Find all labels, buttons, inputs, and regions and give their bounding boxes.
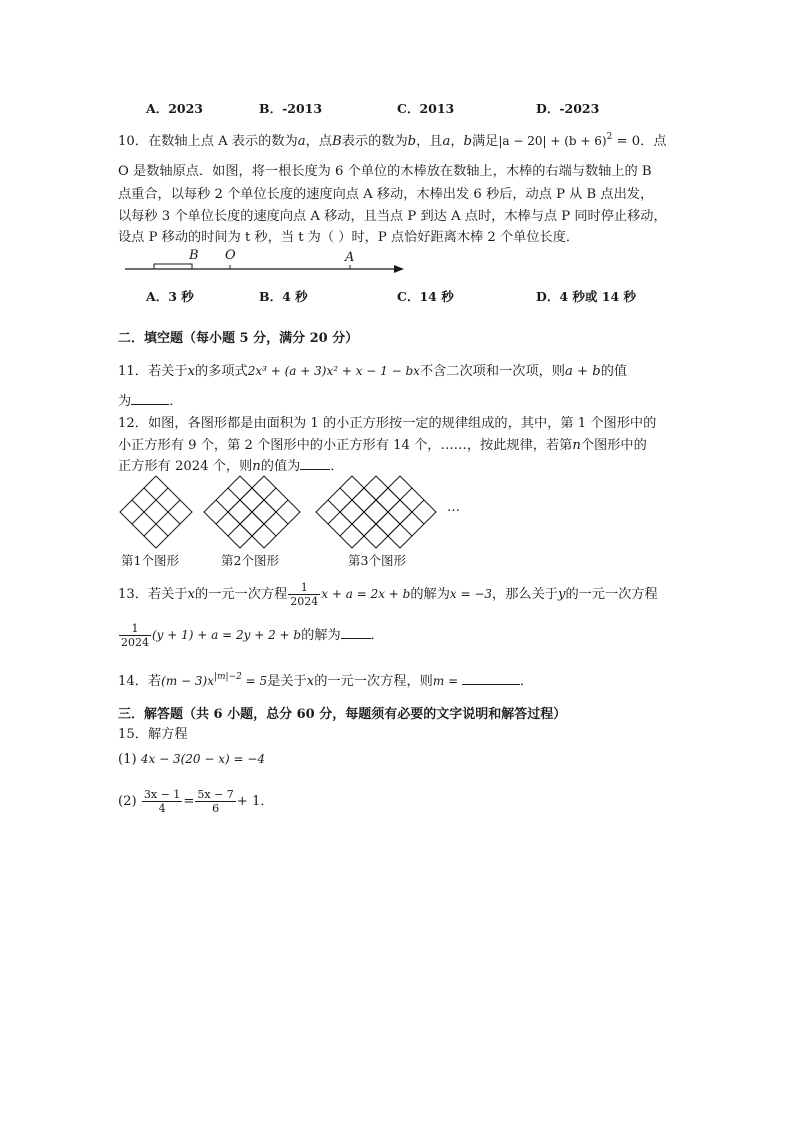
q10-option-c: C．14 秒 [397,289,454,304]
q15-tail: + 1． [236,794,274,809]
q11-line-1: 11．若关于x的多项式2x³ + (a + 3)x² + x − 1 − bx不含二次项和一次项，则a + b的值 [118,364,628,379]
q10-text: = 0．点 [612,134,667,149]
q11-text: 不含二次项和一次项，则 [419,364,565,379]
wooden-stick [154,264,192,269]
q13-answer-blank[interactable] [341,638,371,639]
q12-answer-blank[interactable] [300,469,330,470]
q13-text: 的一元一次方程 [194,587,288,602]
q10-option-a: A．3 秒 [146,289,194,304]
q10-line-2: O 是数轴原点．如图，将一根长度为 6 个单位的木棒放在数轴上，木棒的右端与数轴上的 B [118,164,652,179]
q12-text: 的值为 [260,459,301,474]
q13-equation-1: x + a = 2x + b [321,587,411,601]
q13-text: 的解为 [410,587,450,602]
number-line-figure [120,246,410,278]
q15-equation-1: 4x − 3(20 − x) = −4 [140,752,266,766]
q12-line-3: 正方形有 2024 个，则n的值为 ． [118,459,344,474]
fraction-denominator: 2024 [290,595,319,608]
q13-fraction-1 [288,581,320,608]
q9-option-c: C．2013 [397,101,455,116]
axis-label-b: B [189,248,199,263]
q15-part-1-label: (1) [118,752,137,767]
q10-text: ，点 [305,134,332,149]
q9-option-a: A．2023 [146,101,203,116]
q10-condition: |a − 20| + (b + 6) [498,134,607,148]
fraction-denominator: 4 [158,802,166,815]
q15-part-1 [118,752,265,767]
q14-equation-rhs: = 5 [241,674,268,688]
section-2-heading: 二．填空题（每小题 5 分，满分 20 分） [118,331,359,346]
q15-fraction-right [195,788,235,815]
axis-label-a: A [345,250,355,265]
q14-text: 的一元一次方程，则 [314,674,433,689]
q11-text: 11．若关于 [118,364,188,379]
q14-exponent: |m|−2 [213,672,242,682]
q12-text: 个图形中的 [580,438,647,453]
fraction-numerator: 1 [119,622,151,636]
fraction-numerator: 3x − 1 [143,788,181,801]
q9-option-b: B．-2013 [259,101,323,116]
fraction-numerator: 5x − 7 [197,788,234,801]
q13-line-2: $\frac{1}{2024}$ (y + 1) + a = 2y + 2 + b的解为 ． [121,622,384,649]
q10-line-3: 点重合，以每秒 2 个单位长度的速度向点 A 移动，木棒出发 6 秒后，动点 P 从 B 点出发， [118,187,654,202]
q14-expression: (m − 3)x [161,674,214,688]
q15-fraction-left [142,788,182,815]
q10-option-b: B．4 秒 [259,289,308,304]
q11-sum: a + b [565,364,601,379]
q15-part-2-label: (2) [118,794,137,809]
q14-line: 14．若$(m - 3)x^{|m|-2} = 5$是关于x的一元一次方程，则m = ． [118,672,534,689]
q11-text: 的多项式 [194,364,248,379]
figure-1 [120,476,192,548]
q14-text: 14．若 [118,674,162,689]
q10-option-d: D．4 秒或 14 秒 [536,289,636,304]
q14-answer-blank[interactable] [462,684,520,685]
q15-part-2 [118,786,274,818]
q11-polynomial: 2x³ + (a + 3)x² + x − 1 − bx [247,364,420,378]
figure-3-caption: 第3个图形 [348,553,406,568]
q14-variable: m = [432,674,462,688]
q9-option-d: D．-2023 [536,101,600,116]
fraction-numerator: 1 [288,581,320,595]
q12-line-1: 12．如图，各图形都是由面积为 1 的小正方形按一定的规律组成的，其中，第 1 个图形中的 [118,416,657,431]
q12-line-2: 小正方形有 9 个，第 2 个图形中的小正方形有 14 个，……，按此规律，若第n个图形中的 [118,438,647,453]
q11-text: 的值 [600,364,628,379]
q13-text: 13．若关于 [118,587,188,602]
q10-text: ，且 [416,134,443,149]
figure-2-caption: 第2个图形 [221,553,279,568]
figure-ellipsis: … [447,500,460,515]
arrow-icon [394,265,404,273]
q13-fraction-2 [119,622,151,649]
q11-text: 为 [118,394,132,409]
q10-line-5: 设点 P 移动的时间为 t 秒，当 t 为（ ）时，P 点恰好距离木棒 2 个单位长度． [118,230,580,245]
q10-text: 10．在数轴上点 A 表示的数为 [118,134,298,149]
q13-text: 的一元一次方程 [565,587,658,602]
figure-1-caption: 第1个图形 [121,553,179,568]
figure-3 [316,476,436,548]
q13-text: ，那么关于 [492,587,558,602]
q12-text: 小正方形有 9 个，第 2 个图形中的小正方形有 14 个，……，按此规律，若第 [118,438,573,453]
figure-2 [204,476,300,548]
q12-text: 正方形有 2024 个，则 [118,459,253,474]
q10-text: 表示的数为 [341,134,408,149]
q14-text: 是关于 [267,674,307,689]
q10-text: 满足 [471,134,499,149]
q13-text: 的解为 [301,628,341,643]
axis-label-o: O [225,248,236,263]
equals-sign: = [183,794,195,809]
q11-answer-blank[interactable] [131,404,169,405]
q13-equation-2: (y + 1) + a = 2y + 2 + b [152,628,302,642]
fraction-denominator: 6 [212,802,220,815]
fraction-denominator: 2024 [121,636,149,649]
q13-solution: x = −3 [449,587,493,601]
q11-line-2: 为 ． [118,394,183,409]
q15-title: 15．解方程 [118,727,188,742]
q13-line-1: 13．若关于x的一元一次方程 $\frac{1}{2024}$ x + a = 2x + b的解为x = −3，那么关于y的一元一次方程 [118,581,658,608]
q10-line-1: 10．在数轴上点 A 表示的数为a，点B表示的数为b，且a，b满足$|a - 20| + (b + 6)^2 = 0$．点 [118,132,667,149]
section-3-heading: 三．解答题（共 6 小题，总分 60 分，每题须有必要的文字说明和解答过程） [118,707,567,722]
q10-line-4: 以每秒 3 个单位长度的速度向点 A 移动，且当点 P 到达 A 点时，木棒与点 P 同时停止移动， [118,209,667,224]
